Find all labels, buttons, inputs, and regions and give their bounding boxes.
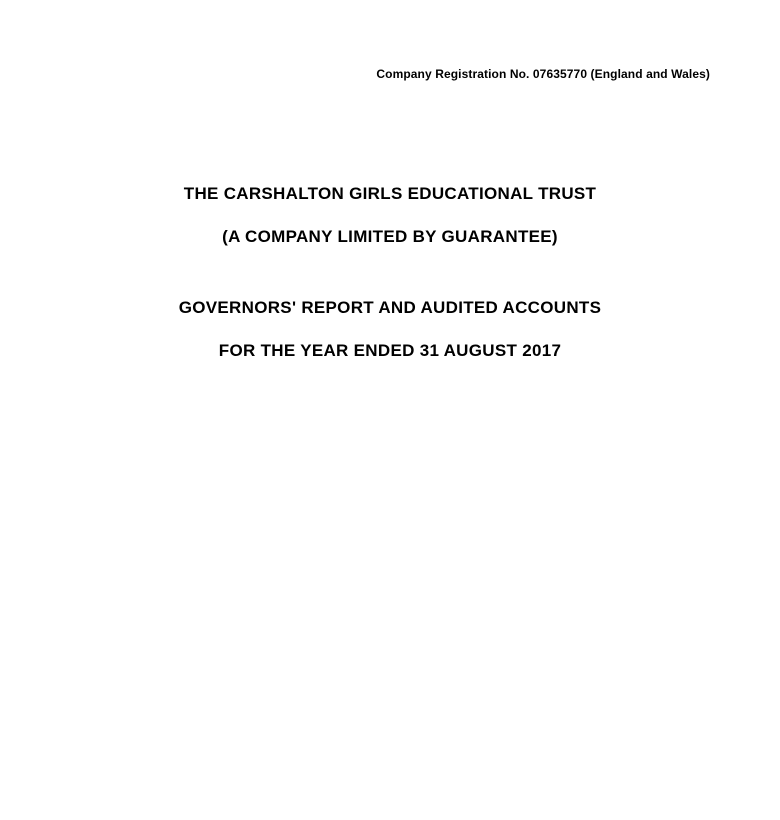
company-registration-number: Company Registration No. 07635770 (England and Wales) <box>376 67 710 81</box>
report-title: GOVERNORS' REPORT AND AUDITED ACCOUNTS <box>178 298 602 317</box>
organisation-name: THE CARSHALTON GIRLS EDUCATIONAL TRUST <box>183 184 597 203</box>
report-period: FOR THE YEAR ENDED 31 AUGUST 2017 <box>218 341 562 360</box>
company-type: (A COMPANY LIMITED BY GUARANTEE) <box>222 227 558 246</box>
